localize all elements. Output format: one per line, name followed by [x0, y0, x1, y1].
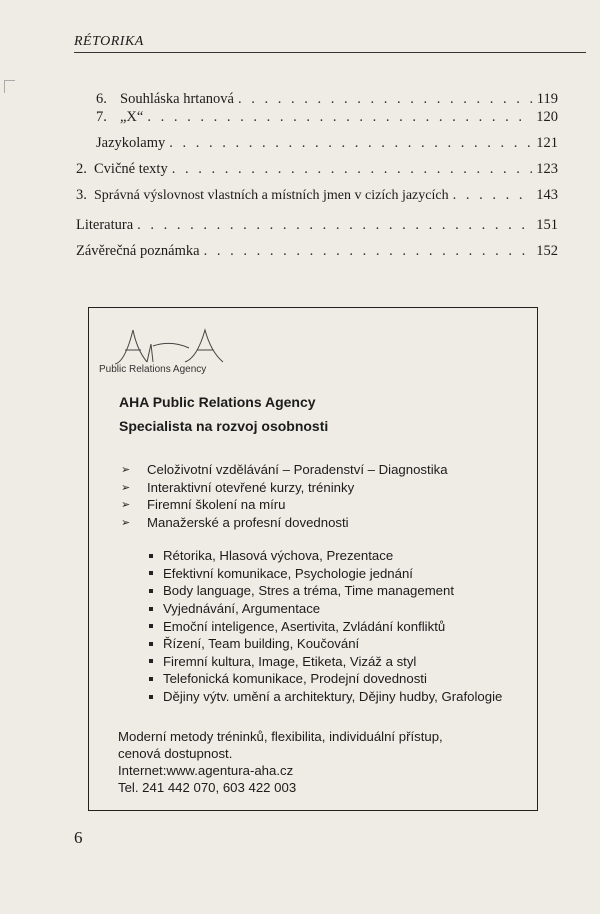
list-item: [121, 461, 448, 479]
arrow-bullet-icon: ➢: [121, 481, 131, 494]
square-bullet-icon: [149, 607, 153, 611]
toc-row: [76, 241, 558, 261]
toc-label: Závěrečná poznámka: [76, 243, 200, 259]
toc-number: 2.: [76, 161, 87, 177]
list-item: [121, 479, 448, 497]
arrow-bullet-icon: ➢: [121, 516, 131, 529]
list-item: [149, 653, 502, 671]
toc-page: 152: [536, 243, 558, 259]
services-list: [121, 461, 448, 531]
square-bullet-icon: [149, 695, 153, 699]
list-item: [149, 635, 502, 653]
list-item: [149, 565, 502, 583]
topic-label: Vyjednávání, Argumentace: [163, 601, 321, 617]
toc-label: Jazykolamy: [96, 135, 166, 151]
list-item: [149, 670, 502, 688]
toc-leader-dots: [172, 159, 533, 179]
toc-label: Správná výslovnost vlastních a místních jmen v cizích jazycích: [94, 188, 449, 203]
topic-label: Efektivní komunikace, Psychologie jednání: [163, 565, 413, 581]
toc-row: [96, 133, 558, 153]
square-bullet-icon: [149, 677, 153, 681]
agency-name: AHA Public Relations Agency: [119, 394, 316, 410]
list-item: [121, 496, 448, 514]
list-item: [149, 688, 502, 706]
advert-website: Internet:www.agentura-aha.cz: [118, 763, 294, 778]
toc-page: 123: [536, 161, 558, 177]
toc-page: 119: [536, 91, 558, 107]
service-label: Celoživotní vzdělávání – Poradenství – Diagnostika: [147, 462, 448, 478]
advert-footer-line: cenová dostupnost.: [118, 746, 233, 761]
topic-label: Rétorika, Hlasová výchova, Prezentace: [163, 548, 394, 564]
toc-row: [96, 107, 558, 127]
list-item: [149, 617, 502, 635]
service-label: Manažerské a profesní dovednosti: [147, 514, 349, 530]
topic-label: Dějiny výtv. umění a architektury, Dějiny hudby, Grafologie: [163, 689, 503, 705]
toc-row: [76, 185, 558, 205]
corner-mark: [4, 80, 15, 93]
topic-label: Firemní kultura, Image, Etiketa, Vizáž a styl: [163, 653, 417, 669]
toc-label: Literatura: [76, 217, 134, 233]
square-bullet-icon: [149, 589, 153, 593]
list-item: [149, 582, 502, 600]
toc-page: 120: [536, 109, 558, 125]
square-bullet-icon: [149, 624, 153, 628]
toc-label: Cvičné texty: [94, 161, 168, 177]
toc-label: Souhláska hrtanová: [120, 91, 234, 107]
toc-leader-dots: [147, 107, 532, 127]
toc-row: [76, 159, 558, 179]
header-rule: [74, 52, 586, 53]
square-bullet-icon: [149, 642, 153, 646]
topic-label: Emoční inteligence, Asertivita, Zvládání konfliktů: [163, 618, 446, 634]
toc-leader-dots: [137, 215, 532, 235]
page-number: 6: [74, 828, 83, 847]
toc-label: „X“: [120, 109, 144, 125]
toc-leader-dots: [169, 133, 532, 153]
topic-label: Telefonická komunikace, Prodejní dovednosti: [163, 671, 427, 687]
square-bullet-icon: [149, 659, 153, 663]
running-header: RÉTORIKA: [74, 34, 144, 49]
agency-tagline: Specialista na rozvoj osobnosti: [119, 418, 329, 434]
square-bullet-icon: [149, 554, 153, 558]
toc-page: 143: [536, 187, 558, 203]
logo-caption: Public Relations Agency: [99, 364, 207, 375]
advert-footer-line: Moderní metody tréninků, flexibilita, individuální přístup,: [118, 729, 443, 744]
agency-advert-box: [88, 307, 538, 811]
toc-page: 121: [536, 135, 558, 151]
toc-row: [96, 89, 558, 109]
topics-list: [149, 547, 502, 705]
list-item: [121, 514, 448, 532]
advert-phone: Tel. 241 442 070, 603 422 003: [118, 780, 297, 795]
service-label: Interaktivní otevřené kurzy, tréninky: [147, 479, 355, 495]
list-item: [149, 600, 502, 618]
toc-number: 3.: [76, 187, 87, 203]
toc-row: [76, 215, 558, 235]
arrow-bullet-icon: ➢: [121, 464, 131, 477]
arrow-bullet-icon: ➢: [121, 499, 131, 512]
toc-leader-dots: [238, 89, 533, 109]
toc-number: 6.: [96, 91, 107, 107]
advert-footer: [118, 728, 443, 796]
toc-page: 151: [536, 217, 558, 233]
toc-number: 7.: [96, 109, 107, 125]
service-label: Firemní školení na míru: [147, 497, 286, 513]
topic-label: Body language, Stres a tréma, Time management: [163, 583, 455, 599]
topic-label: Řízení, Team building, Koučování: [163, 636, 360, 652]
square-bullet-icon: [149, 571, 153, 575]
list-item: [149, 547, 502, 565]
toc-leader-dots: [453, 185, 533, 205]
toc-leader-dots: [204, 241, 533, 261]
